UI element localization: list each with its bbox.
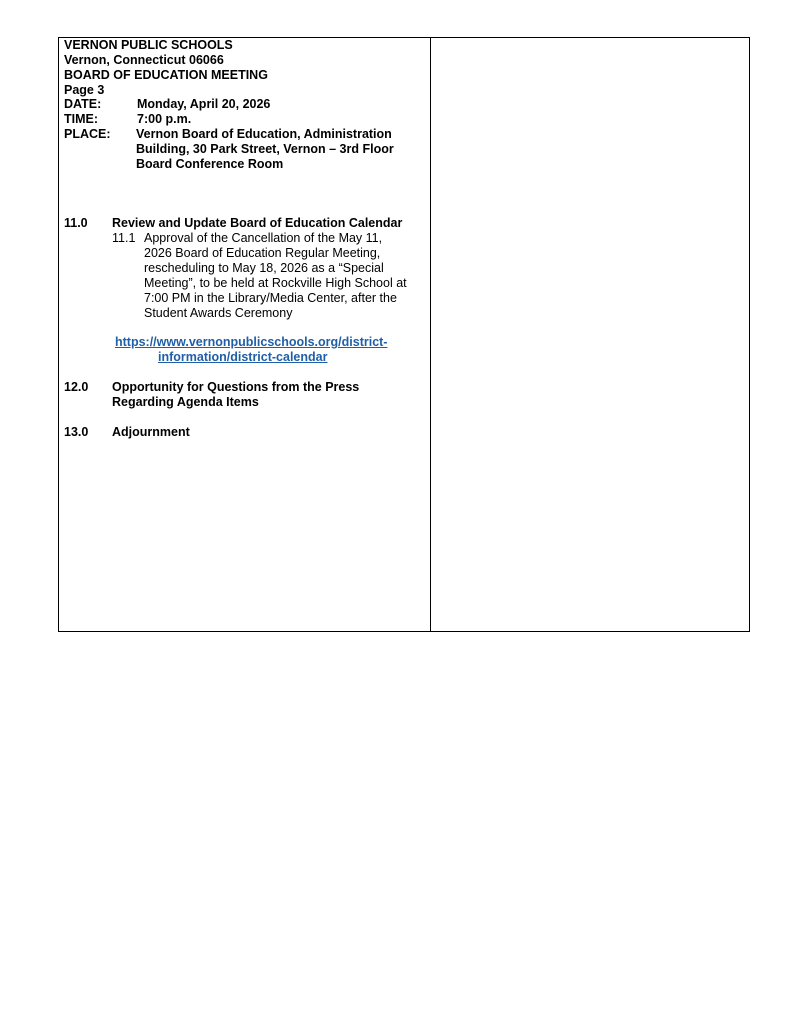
date-value: Monday, April 20, 2026 <box>137 97 271 111</box>
page-number: Page 3 <box>64 83 105 97</box>
org-name: VERNON PUBLIC SCHOOLS <box>64 38 233 52</box>
place-line: Board Conference Room <box>136 157 284 171</box>
city: Vernon, Connecticut 06066 <box>64 53 224 67</box>
item-11-1-text: 7:00 PM in the Library/Media Center, after the <box>144 291 397 305</box>
item-13-title: Adjournment <box>112 425 190 439</box>
item-11-1-number: 11.1 <box>112 231 136 245</box>
calendar-link[interactable]: https://www.vernonpublicschools.org/district- <box>115 335 388 349</box>
date-label: DATE: <box>64 97 102 111</box>
item-13-number: 13.0 <box>64 425 89 439</box>
column-divider <box>430 37 431 632</box>
item-11-1-text: Student Awards Ceremony <box>144 306 293 320</box>
item-11-1-text: rescheduling to May 18, 2026 as a “Special <box>144 261 384 275</box>
place-line: Building, 30 Park Street, Vernon – 3rd Floor <box>136 142 394 156</box>
time-label: TIME: <box>64 112 99 126</box>
item-11-number: 11.0 <box>64 216 88 230</box>
time-value: 7:00 p.m. <box>137 112 192 126</box>
item-11-1-text: 2026 Board of Education Regular Meeting, <box>144 246 381 260</box>
calendar-link[interactable]: information/district-calendar <box>158 350 328 364</box>
place-line: Vernon Board of Education, Administration <box>136 127 392 141</box>
item-12-number: 12.0 <box>64 380 89 394</box>
item-11-title: Review and Update Board of Education Calendar <box>112 216 403 230</box>
item-12-title: Opportunity for Questions from the Press <box>112 380 360 394</box>
item-12-title: Regarding Agenda Items <box>112 395 259 409</box>
item-11-1-text: Meeting”, to be held at Rockville High School at <box>144 276 407 290</box>
meeting-title: BOARD OF EDUCATION MEETING <box>64 68 268 82</box>
item-11-1-text: Approval of the Cancellation of the May 11, <box>144 231 383 245</box>
place-label: PLACE: <box>64 127 111 141</box>
